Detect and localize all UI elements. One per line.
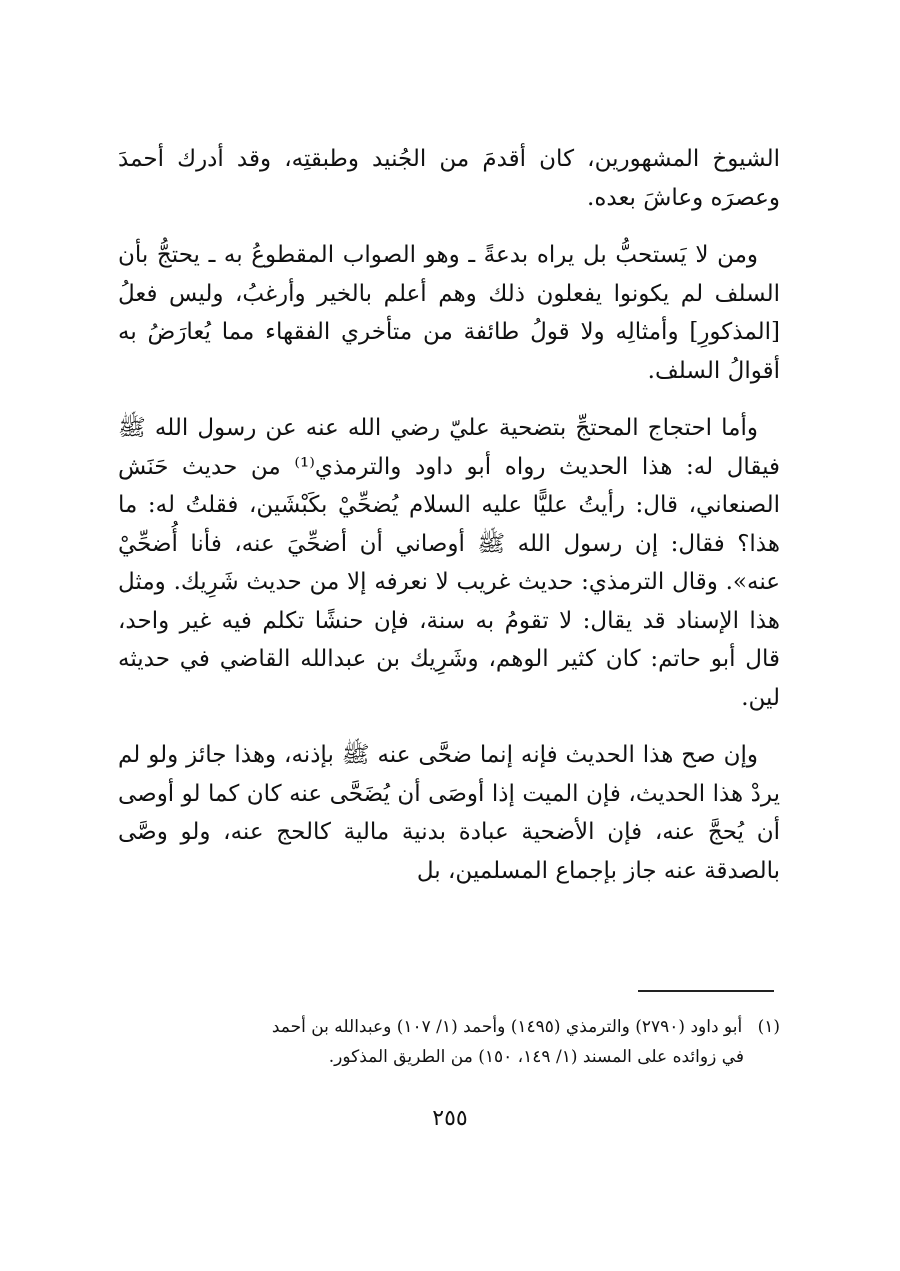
- footnote-text: أبو داود (٢٧٩٠) والترمذي (١٤٩٥) وأحمد (١/ ١٠٧) وعبدالله بن أحمد: [271, 1017, 743, 1037]
- footnote-text-continued: في زوائده على المسند (١/ ١٤٩، ١٥٠) من الطريق المذكور.: [328, 1047, 744, 1067]
- paragraph: ومن لا يَستحبُّ بل يراه بدعةً ـ وهو الصواب المقطوعُ به ـ يحتجُّ بأن السلف لم يكونوا يفعلون ذلك وهم أعلم بالخير وأرغبُ، وليس فعلُ [المذكورِ] وأمثالِه ولا قولُ طائفة من متأخري الفقهاء مما يُعارَضُ به أقوالُ السلف.: [118, 242, 780, 384]
- footnote-divider: [638, 990, 774, 992]
- page-number: ٢٥٥: [432, 1106, 468, 1131]
- page-body: [118, 140, 780, 909]
- footnote-number: (١): [757, 1017, 780, 1037]
- footnote-line: [118, 1012, 780, 1042]
- paragraph: وإن صح هذا الحديث فإنه إنما ضحَّى عنه ﷺ بإذنه، وهذا جائز ولو لم يردْ هذا الحديث، فإن الميت إذا أوصَى أن يُضَحَّى عنه كان كما لو أوصى أن يُحجَّ عنه، فإن الأضحية عبادة بدنية مالية كالحج عنه، ولو وصَّى بالصدقة عنه جاز بإجماع المسلمين، بل: [118, 742, 780, 884]
- paragraph: وأما احتجاج المحتجِّ بتضحية عليّ رضي الله عنه عن رسول الله ﷺ فيقال له: هذا الحديث رواه أبو داود والترمذي⁽¹⁾ من حديث حَنَش الصنعاني، قال: رأيتُ عليًّا عليه السلام يُضحِّيْ بكَبْشَين، فقلتُ له: ما هذا؟ فقال: إن رسول الله ﷺ أوصاني أن أضحِّيَ عنه، فأنا أُضحِّيْ عنه». وقال الترمذي: حديث غريب لا نعرفه إلا من حديث شَرِيك. ومثل هذا الإسناد قد يقال: لا تقومُ به سنة، فإن حنشًا تكلم فيه غير واحد، قال أبو حاتم: كان كثير الوهم، وشَرِيك بن عبدالله القاضي في حديثه لين.: [118, 415, 780, 711]
- footnotes: [118, 1012, 780, 1072]
- paragraph: الشيوخ المشهورين، كان أقدمَ من الجُنيد وطبقتِه، وقد أدرك أحمدَ وعصرَه وعاشَ بعده.: [118, 146, 780, 211]
